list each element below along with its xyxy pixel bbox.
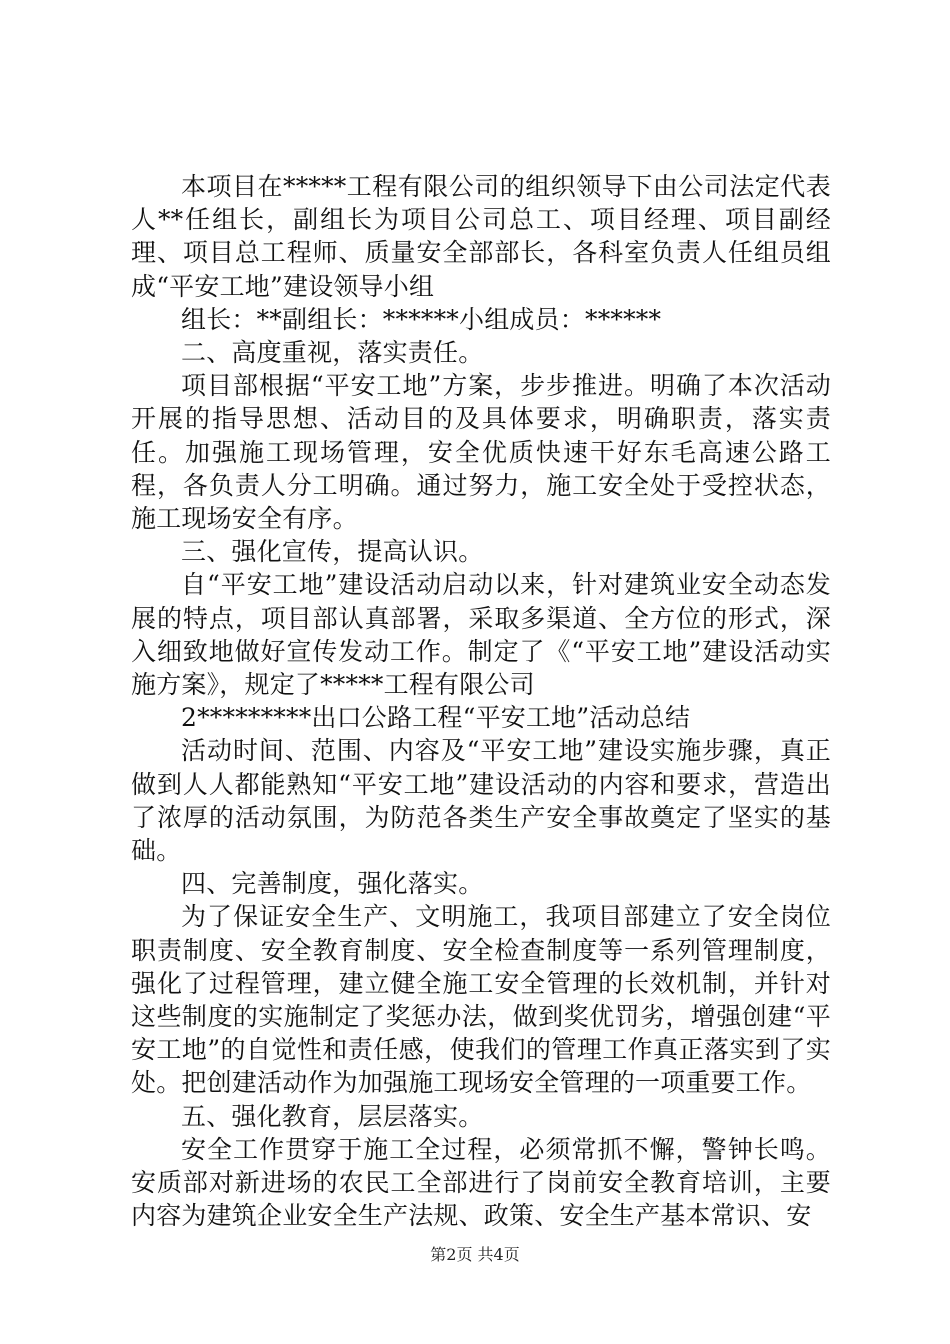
paragraph-systems: 为了保证安全生产、文明施工，我项目部建立了安全岗位职责制度、安全教育制度、安全检查制度等一系列管理制度，强化了过程管理，建立健全施工安全管理的长效机制，并针对这些制度的实施制定了奖惩办法，做到奖优罚劣，增强创建“平安工地”的自觉性和责任感，使我们的管理工作真正落实到了实处。把创建活动作为加强施工现场安全管理的一项重要工作。 xyxy=(131,902,831,1098)
paragraph-group-members: 组长：**副组长：******小组成员：****** xyxy=(181,304,662,334)
section-heading-2: 二、高度重视，落实责任。 xyxy=(181,338,484,368)
paragraph-activity-title: 2*********出口公路工程“平安工地”活动总结 xyxy=(181,703,691,733)
section-heading-3: 三、强化宣传，提高认识。 xyxy=(181,537,484,567)
paragraph-activity-details: 活动时间、范围、内容及“平安工地”建设实施步骤，真正做到人人都能熟知“平安工地”建设活动的内容和要求，营造出了浓厚的活动氛围，为防范各类生产安全事故奠定了坚实的基础。 xyxy=(131,736,831,866)
section-heading-4: 四、完善制度，强化落实。 xyxy=(181,869,484,899)
paragraph-publicity: 自“平安工地”建设活动启动以来，针对建筑业安全动态发展的特点，项目部认真部署，采取多渠道、全方位的形式，深入细致地做好宣传发动工作。制定了《“平安工地”建设活动实施方案》，规定了*****工程有限公司 xyxy=(131,570,831,700)
paragraph-education: 安全工作贯穿于施工全过程，必须常抓不懈，警钟长鸣。安质部对新进场的农民工全部进行了岗前安全教育培训，主要内容为建筑企业安全生产法规、政策、安全生产基本常识、安 xyxy=(131,1134,831,1231)
page-footer: 第2页 共4页 xyxy=(430,1245,520,1264)
section-heading-5: 五、强化教育，层层落实。 xyxy=(181,1101,484,1131)
paragraph-responsibility: 项目部根据“平安工地”方案，步步推进。明确了本次活动开展的指导思想、活动目的及具体要求，明确职责，落实责任。加强施工现场管理，安全优质快速干好东毛高速公路工程，各负责人分工明确。通过努力，施工安全处于受控状态，施工现场安全有序。 xyxy=(131,371,831,534)
document-body xyxy=(131,170,831,1233)
paragraph-leadership-group: 本项目在*****工程有限公司的组织领导下由公司法定代表人**任组长，副组长为项目公司总工、项目经理、项目副经理、项目总工程师、质量安全部部长，各科室负责人任组员组成“平安工地”建设领导小组 xyxy=(131,172,831,301)
